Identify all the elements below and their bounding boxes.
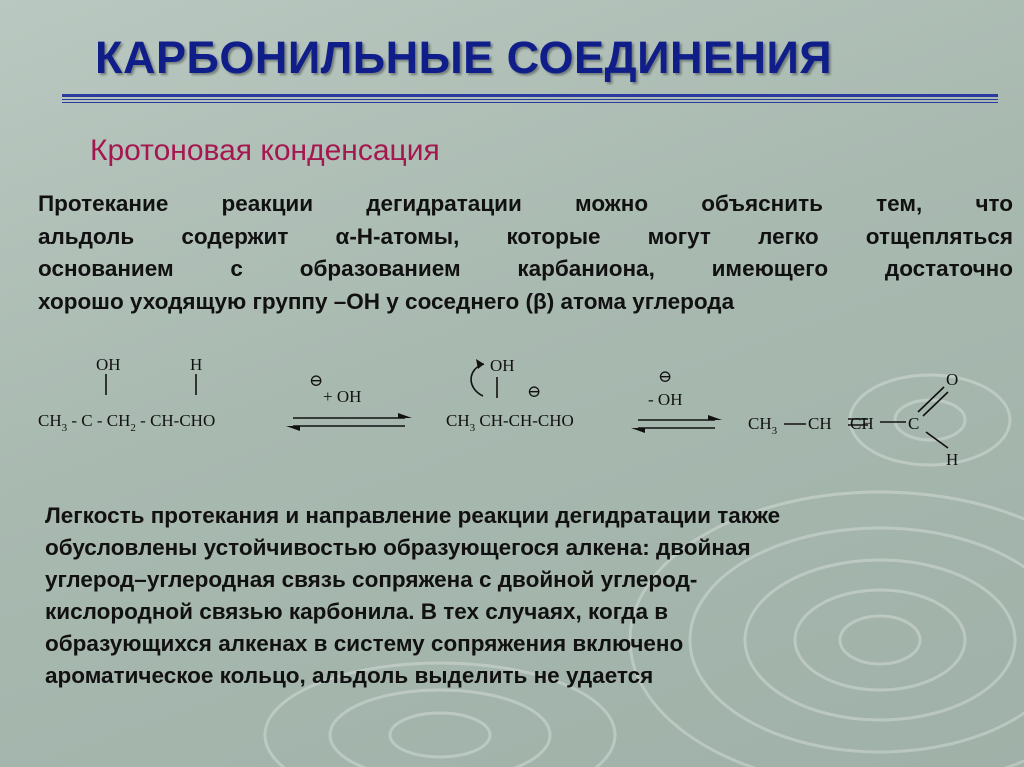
slide-title: КАРБОНИЛЬНЫЕ СОЕДИНЕНИЯ	[95, 32, 833, 83]
paragraph2-line: Легкость протекания и направление реакции дегидратации также	[45, 503, 781, 528]
aldol-formula: $CH_3$ - C - $CH_2 - CH-CHO$	[38, 411, 216, 434]
paragraph-dehydration-explanation	[38, 188, 1013, 318]
paragraph2-line: кислородной связью карбонила. В тех случаях, когда в	[45, 599, 669, 624]
arrow2-head-left	[631, 428, 645, 433]
arrow2-head-right	[708, 415, 722, 420]
product-bond-c-h	[926, 432, 948, 448]
step2-charge: ⊖	[658, 367, 673, 386]
paragraph1-line: Протекание реакции дегидратации можно объяснить тем, что	[38, 191, 1013, 216]
arrow1-head-left	[286, 426, 300, 431]
arrow1-head-right	[398, 413, 412, 418]
step1-label: + OH	[323, 387, 362, 406]
aldol-oh-label: OH	[96, 355, 121, 374]
product-ch-2: CH	[850, 414, 874, 433]
step1-charge: ⊖	[309, 371, 324, 390]
electron-shift-arrow	[471, 364, 484, 396]
product-c: C	[908, 414, 920, 433]
paragraph2-line: углерод–углеродная связь сопряжена с двойной углерод-	[45, 567, 698, 592]
paragraph2-line: обусловлены устойчивостью образующегося алкена: двойная	[45, 535, 751, 560]
paragraph1-line: основанием с образованием карбаниона, имеющего достаточно	[38, 256, 1013, 281]
paragraph2-line: образующихся алкенах в систему сопряжения включено	[45, 631, 684, 656]
product-o: O	[946, 370, 959, 389]
title-underline-thin-2	[62, 102, 998, 103]
reaction-scheme	[0, 340, 1024, 480]
title-underline-thin-1	[62, 99, 998, 100]
product-h: H	[946, 450, 959, 469]
aldol-h-label: H	[190, 355, 203, 374]
paragraph1-line: хорошо уходящую группу –ОН у соседнего (β) атома углерода	[38, 288, 735, 314]
step2-label: - OH	[648, 390, 683, 409]
paragraph2-line: ароматическое кольцо, альдоль выделить не удается	[45, 663, 654, 688]
paragraph-alkene-stability	[45, 500, 995, 692]
carbanion-charge: ⊖	[527, 382, 542, 401]
title-underline	[62, 94, 998, 97]
paragraph1-line: альдоль содержит α-Н-атомы, которые могут легко отщепляться	[38, 223, 1013, 249]
product-ch-1: CH	[808, 414, 832, 433]
carbanion-formula: $CH_3$ CH-CH-CHO	[446, 411, 574, 434]
carbanion-oh-label: OH	[490, 356, 515, 375]
slide-subtitle: Кротоновая конденсация	[90, 134, 440, 167]
product-ch3: $CH_3$	[748, 414, 778, 437]
